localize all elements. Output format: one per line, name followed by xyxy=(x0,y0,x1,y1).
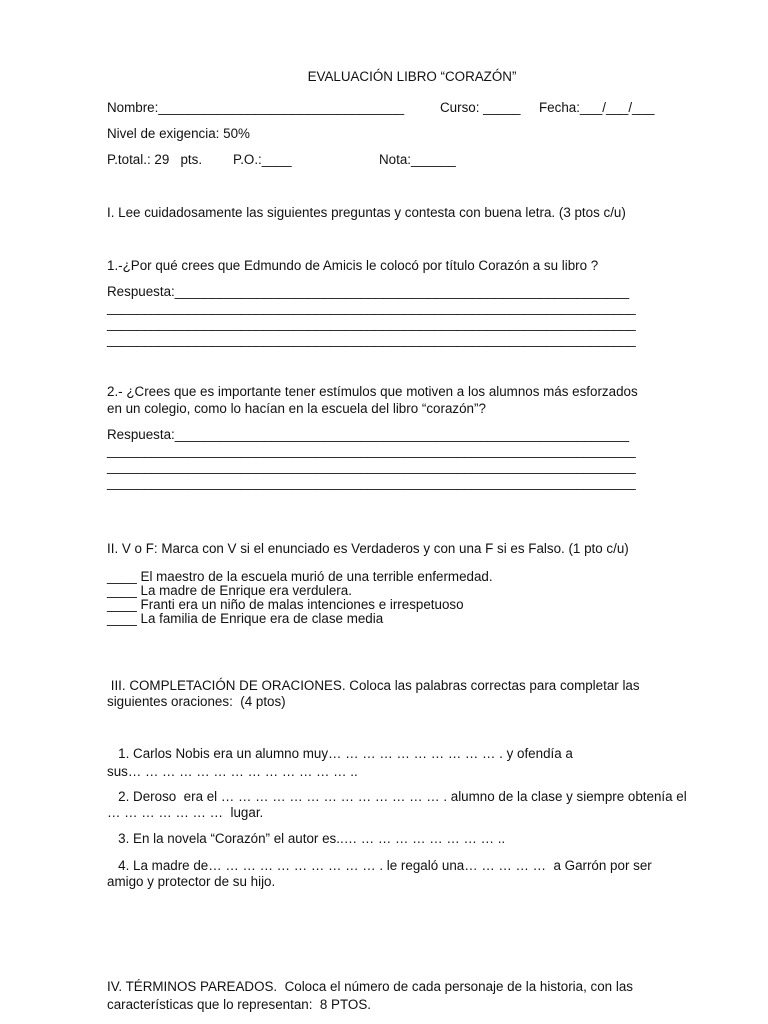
q2-blank-line: _______________________________________________________________________ xyxy=(107,443,636,458)
sentence-4-line-1: 4. La madre de… … … … … … … … … … . le regaló una… … … … … a Garrón por ser xyxy=(107,858,652,873)
grade-field: Nota:______ xyxy=(379,152,456,167)
sentence-1-line-2: sus… … … … … … … … … … … … … .. xyxy=(107,764,358,779)
sentence-2-line-1: 2. Deroso era el … … … … … … … … … … … … … . alumno de la clase y siempre obtenía el xyxy=(107,789,687,804)
section1-instruction: I. Lee cuidadosamente las siguientes preguntas y contesta con buena letra. (3 ptos c/u) xyxy=(107,205,626,220)
sentence-1-line-1: 1. Carlos Nobis era un alumno muy… … … … … … … … … … . y ofendía a xyxy=(107,746,573,761)
q2-answer-line: Respuesta:_____________________________________________________________ xyxy=(107,427,630,442)
q1-answer-line: Respuesta:_____________________________________________________________ xyxy=(107,284,630,299)
required-level: Nivel de exigencia: 50% xyxy=(107,126,250,141)
tf-item: ____ Franti era un niño de malas intenciones e irrespetuoso xyxy=(107,597,464,612)
tf-item: ____ La familia de Enrique era de clase media xyxy=(107,611,384,626)
q1-blank-line: _______________________________________________________________________ xyxy=(107,300,636,315)
section2-instruction: II. V o F: Marca con V si el enunciado es Verdaderos y con una F si es Falso. (1 pto c/u) xyxy=(107,541,629,556)
section3-instruction-line-1: III. COMPLETACIÓN DE ORACIONES. Coloca las palabras correctas para completar las xyxy=(107,678,640,693)
question-1: 1.-¿Por qué crees que Edmundo de Amicis le colocó por título Corazón a su libro ? xyxy=(107,258,599,273)
question-2-line-1: 2.- ¿Crees que es importante tener estímulos que motiven a los alumnos más esforzados xyxy=(107,384,638,399)
section3-instruction-line-2: siguientes oraciones: (4 ptos) xyxy=(107,694,286,709)
q1-blank-line: _______________________________________________________________________ xyxy=(107,316,636,331)
section4-instruction-line-2: características que lo representan: 8 PTOS. xyxy=(107,997,371,1012)
tf-item: ____ La madre de Enrique era verdulera. xyxy=(107,583,352,598)
q1-blank-line: _______________________________________________________________________ xyxy=(107,332,636,347)
q2-blank-line: _______________________________________________________________________ xyxy=(107,475,636,490)
section4-instruction-line-1: IV. TÉRMINOS PAREADOS. Coloca el número de cada personaje de la historia, con las xyxy=(107,979,633,994)
sentence-2-line-2: … … … … … … … lugar. xyxy=(107,805,264,820)
sentence-4-line-2: amigo y protector de su hijo. xyxy=(107,874,276,889)
tf-item: ____ El maestro de la escuela murió de una terrible enfermedad. xyxy=(107,569,493,584)
question-2-line-2: en un colegio, como lo hacían en la escuela del libro “corazón”? xyxy=(107,401,486,416)
date-field: Fecha:___/___/___ xyxy=(539,100,655,115)
document-title: EVALUACIÓN LIBRO “CORAZÓN” xyxy=(307,69,517,84)
course-field: Curso: _____ xyxy=(440,100,521,115)
total-points: P.total.: 29 pts. xyxy=(107,152,203,167)
name-field: Nombre:_________________________________ xyxy=(107,100,405,115)
obtained-points-field: P.O.:____ xyxy=(233,152,292,167)
q2-blank-line: _______________________________________________________________________ xyxy=(107,459,636,474)
sentence-3: 3. En la novela “Corazón” el autor es..… … … … … … … … … .. xyxy=(107,831,506,846)
